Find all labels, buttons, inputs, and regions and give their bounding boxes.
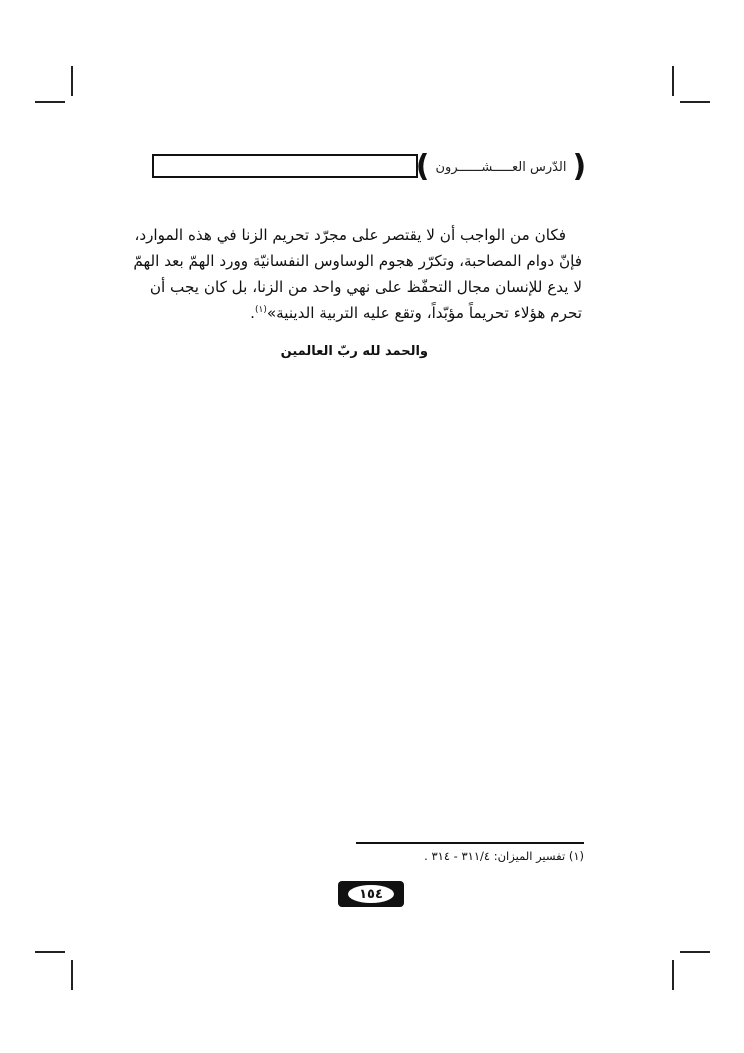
header-title-group <box>415 149 587 184</box>
crop-mark-bottom-left-vertical <box>71 960 73 990</box>
crop-mark-top-right-horizontal <box>680 101 710 103</box>
body-line-4 <box>158 300 582 326</box>
page-number: ١٥٤ <box>348 885 394 903</box>
header-bracket-left: ( <box>415 149 430 184</box>
body-paragraph <box>133 222 582 326</box>
running-header <box>152 149 587 184</box>
body-line-3: لا يدع للإنسان مجال التحفّظ على نهي واحد من الزنا، بل كان يجب أن <box>149 278 582 296</box>
body-line-2: فإنّ دوام المصاحبة، وتكرّر هجوم الوساوس النفسانيّة وورد الهمّ بعد الهمّ <box>133 252 582 270</box>
crop-mark-bottom-right-vertical <box>672 960 674 990</box>
chapter-title: الدّرس العـــــشــــــرون <box>435 159 567 175</box>
footnote-separator <box>356 842 584 844</box>
body-line-1: فكان من الواجب أن لا يقتصر على مجرّد تحريم الزنا في هذه الموارد، <box>134 226 566 244</box>
header-rule-box <box>152 154 418 178</box>
crop-mark-bottom-left-horizontal <box>35 951 65 953</box>
crop-mark-bottom-right-horizontal <box>680 951 710 953</box>
footnote-text: (١) تفسير الميزان: ٣١١/٤ - ٣١٤ . <box>424 849 584 863</box>
crop-mark-top-left-horizontal <box>35 101 65 103</box>
footnote-reference: (١) <box>254 304 267 315</box>
crop-mark-top-left-vertical <box>71 66 73 96</box>
closing-praise: والحمد لله ربّ العالمين <box>280 344 428 359</box>
body-line-4-text: تحرم هؤلاء تحريماً مؤبّداً، وتقع عليه التربية الدينية» <box>266 304 582 322</box>
crop-mark-top-right-vertical <box>672 66 674 96</box>
header-bracket-right: ) <box>572 149 587 184</box>
body-end-period: . <box>250 304 255 322</box>
page-number-badge <box>338 881 404 907</box>
